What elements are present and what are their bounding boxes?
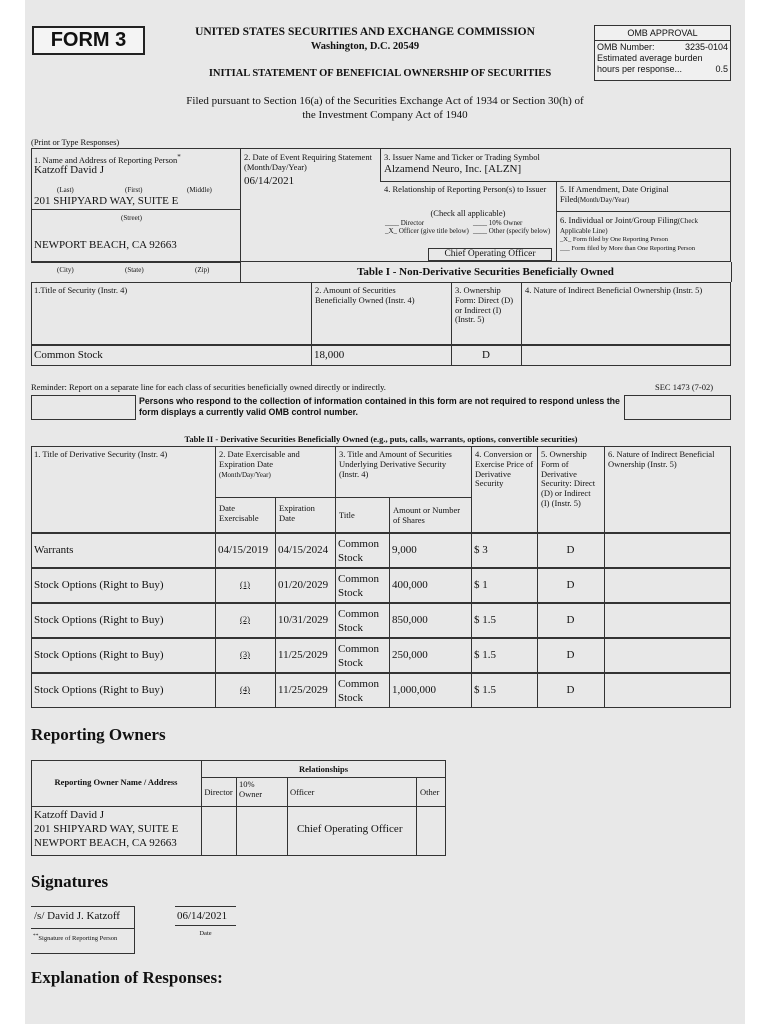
- first-label: (First): [125, 186, 143, 194]
- expiration-date: 10/31/2029: [278, 614, 329, 626]
- persons-respond-notice: Persons who respond to the collection of information contained in this form are not required to respond unless the form displays a currently valid OMB control number.: [139, 396, 620, 417]
- form-sheet: [25, 0, 745, 1024]
- owner-address-line-1: 201 SHIPYARD WAY, SUITE E: [34, 823, 179, 835]
- underlying-amount: 1,000,000: [392, 684, 436, 696]
- event-date: 06/14/2021: [244, 175, 295, 187]
- table2-col3-header: 3. Title and Amount of Securities Underlying Derivative Security (Instr. 4): [339, 449, 452, 479]
- table1-row: [31, 345, 731, 366]
- other-header: Other: [420, 787, 440, 797]
- underlying-title: Common Stock: [338, 643, 379, 669]
- footnote-link-4[interactable]: (4): [240, 684, 250, 694]
- middle-label: (Middle): [187, 186, 212, 194]
- table2-col6-header: 6. Nature of Indirect Beneficial Ownership (Instr. 5): [608, 449, 715, 469]
- table1-ownership-form: D: [482, 349, 490, 361]
- omb-approval-box: [594, 25, 731, 81]
- table1-col2-header: 2. Amount of Securities Beneficially Owned (Instr. 4): [315, 285, 415, 305]
- multiple-persons-option: ___ Form filed by More than One Reporting Person: [560, 245, 696, 252]
- signatures-heading: Signatures: [31, 872, 109, 891]
- table2-col1-header: 1. Title of Derivative Security (Instr. 4): [34, 449, 168, 459]
- table2-title: Table II - Derivative Securities Beneficially Owned (e.g., puts, calls, warrants, options, convertible securities): [184, 434, 578, 444]
- box4-label: 4. Relationship of Reporting Person(s) to Issuer: [384, 184, 547, 194]
- street-value: 201 SHIPYARD WAY, SUITE E: [34, 195, 179, 207]
- underlying-title: Common Stock: [338, 573, 379, 599]
- reporting-owners-heading: Reporting Owners: [31, 725, 166, 744]
- reminder-text: Reminder: Report on a separate line for each class of securities beneficially owned directly or indirectly.: [31, 382, 386, 392]
- signature-label: **Signature of Reporting Person: [33, 933, 118, 943]
- footnote-link-3[interactable]: (3): [240, 649, 250, 659]
- table1-security-title: Common Stock: [34, 349, 103, 361]
- omb-title: OMB APPROVAL: [595, 26, 730, 41]
- reporting-person-name: Katzoff David J: [34, 164, 105, 176]
- exercise-price: $ 1.5: [474, 649, 496, 661]
- reminder-left-box: [31, 395, 136, 420]
- date-label: Date: [199, 930, 212, 937]
- agency-name: UNITED STATES SECURITIES AND EXCHANGE COMMISSION: [195, 26, 535, 38]
- issuer-name: Alzamend Neuro, Inc. [ALZN]: [384, 163, 522, 175]
- ownership-form: D: [566, 614, 575, 626]
- box3-label: 3. Issuer Name and Ticker or Trading Symbol: [384, 152, 540, 162]
- box2-label: 2. Date of Event Requiring Statement (Month/Day/Year): [244, 152, 372, 172]
- explanation-heading: Explanation of Responses:: [31, 968, 223, 987]
- zip-label: (Zip): [195, 266, 210, 274]
- expiration-date: 11/25/2029: [278, 684, 328, 696]
- underlying-amount: 400,000: [392, 579, 428, 591]
- ten-percent-owner-option: ____ 10% Owner: [473, 219, 523, 227]
- box1-label: 1. Name and Address of Reporting Person*: [34, 153, 181, 165]
- owner-officer-title: Chief Operating Officer: [297, 823, 403, 835]
- officer-header: Officer: [290, 787, 315, 797]
- reminder-right-box: [624, 395, 731, 420]
- derivative-title: Stock Options (Right to Buy): [34, 579, 164, 591]
- officer-option: _X_ Officer (give title below): [385, 227, 469, 235]
- table2-col4-header: 4. Conversion or Exercise Price of Derivative Security: [475, 449, 534, 489]
- derivative-title: Stock Options (Right to Buy): [34, 684, 164, 696]
- table2-col3a-header: Title: [339, 510, 355, 520]
- derivative-title: Stock Options (Right to Buy): [34, 649, 164, 661]
- agency-location: Washington, D.C. 20549: [310, 41, 420, 52]
- box6-label: 6. Individual or Joint/Group Filing(Check Applicable Line): [560, 215, 699, 235]
- filed-pursuant-line-1: Filed pursuant to Section 16(a) of the Securities Exchange Act of 1934 or Section 30(h) of: [186, 95, 584, 107]
- omb-number-value: 3235-0104: [684, 42, 728, 52]
- date-exercisable: 04/15/2019: [218, 544, 269, 556]
- table2-col2b-header: Expiration Date: [279, 503, 315, 523]
- director-header: Director: [204, 787, 233, 797]
- table1-col3-header: 3. Ownership Form: Direct (D) or Indirect (I) (Instr. 5): [455, 285, 514, 325]
- underlying-amount: 9,000: [392, 544, 417, 556]
- last-label: (Last): [57, 186, 74, 194]
- signature-date: 06/14/2021: [177, 910, 228, 922]
- derivative-title: Warrants: [34, 544, 74, 556]
- owner-name-header: Reporting Owner Name / Address: [54, 777, 178, 787]
- filed-pursuant-line-2: the Investment Company Act of 1940: [302, 109, 468, 121]
- ownership-form: D: [566, 684, 575, 696]
- expiration-date: 01/20/2029: [278, 579, 329, 591]
- signature-value: /s/ David J. Katzoff: [34, 910, 120, 922]
- box5-label: 5. If Amendment, Date Original Filed(Month/Day/Year): [560, 184, 669, 204]
- table1-col4-header: 4. Nature of Indirect Beneficial Ownership (Instr. 5): [525, 285, 703, 295]
- derivative-title: Stock Options (Right to Buy): [34, 614, 164, 626]
- exercise-price: $ 1.5: [474, 684, 496, 696]
- statement-title: INITIAL STATEMENT OF BENEFICIAL OWNERSHIP OF SECURITIES: [208, 68, 552, 79]
- table2-col5-header: 5. Ownership Form of Derivative Security: Direct (D) or Indirect (I) (Instr. 5): [541, 449, 596, 508]
- underlying-title: Common Stock: [338, 538, 379, 564]
- box1-marker: *: [177, 153, 181, 161]
- print-note: (Print or Type Responses): [31, 137, 120, 147]
- check-applicable: (Check all applicable): [430, 208, 506, 218]
- director-option: ____ Director: [385, 219, 425, 227]
- officer-title: Chief Operating Officer: [444, 249, 536, 259]
- omb-hours-label: hours per response...: [597, 64, 683, 74]
- footnote-link-1[interactable]: (1): [240, 579, 250, 589]
- form-title: FORM 3: [50, 29, 127, 51]
- state-label: (State): [125, 266, 144, 274]
- ownership-form: D: [566, 649, 575, 661]
- footnote-link-2[interactable]: (2): [240, 614, 250, 624]
- exercise-price: $ 1: [474, 579, 488, 591]
- underlying-title: Common Stock: [338, 678, 379, 704]
- table2-col2a-header: Date Exercisable: [219, 503, 259, 523]
- expiration-date: 04/15/2024: [278, 544, 329, 556]
- expiration-date: 11/25/2029: [278, 649, 328, 661]
- underlying-amount: 850,000: [392, 614, 428, 626]
- form-title-box: [32, 26, 145, 55]
- relationships-header: Relationships: [298, 764, 349, 774]
- table2-col2-header: 2. Date Exercisable and Expiration Date (Month/Day/Year): [219, 449, 300, 479]
- officer-title-box: [428, 248, 552, 261]
- city-value: NEWPORT BEACH, CA 92663: [34, 239, 177, 251]
- one-person-option: _X_ Form filed by One Reporting Person: [560, 236, 668, 243]
- ownership-form: D: [566, 544, 575, 556]
- street-label: (Street): [121, 214, 142, 222]
- ten-percent-owner-header: 10% Owner: [239, 779, 263, 799]
- city-label: (City): [57, 266, 74, 274]
- table1-amount: 18,000: [314, 349, 345, 361]
- sec-number: SEC 1473 (7-02): [655, 382, 714, 392]
- table1-col1-header: 1.Title of Security (Instr. 4): [34, 285, 128, 295]
- underlying-title: Common Stock: [338, 608, 379, 634]
- owner-address-line-2: NEWPORT BEACH, CA 92663: [34, 837, 177, 849]
- omb-burden-label: Estimated average burden: [597, 53, 703, 63]
- other-option: ____ Other (specify below): [473, 227, 551, 235]
- exercise-price: $ 1.5: [474, 614, 496, 626]
- omb-number-label: OMB Number:: [597, 42, 655, 52]
- underlying-amount: 250,000: [392, 649, 428, 661]
- exercise-price: $ 3: [474, 544, 488, 556]
- omb-hours-value: 0.5: [715, 64, 728, 74]
- table1-title: Table I - Non-Derivative Securities Beneficially Owned: [357, 266, 614, 278]
- ownership-form: D: [566, 579, 575, 591]
- owner-name: Katzoff David J: [34, 809, 105, 821]
- table2-col3b-header: Amount or Number of Shares: [393, 505, 461, 525]
